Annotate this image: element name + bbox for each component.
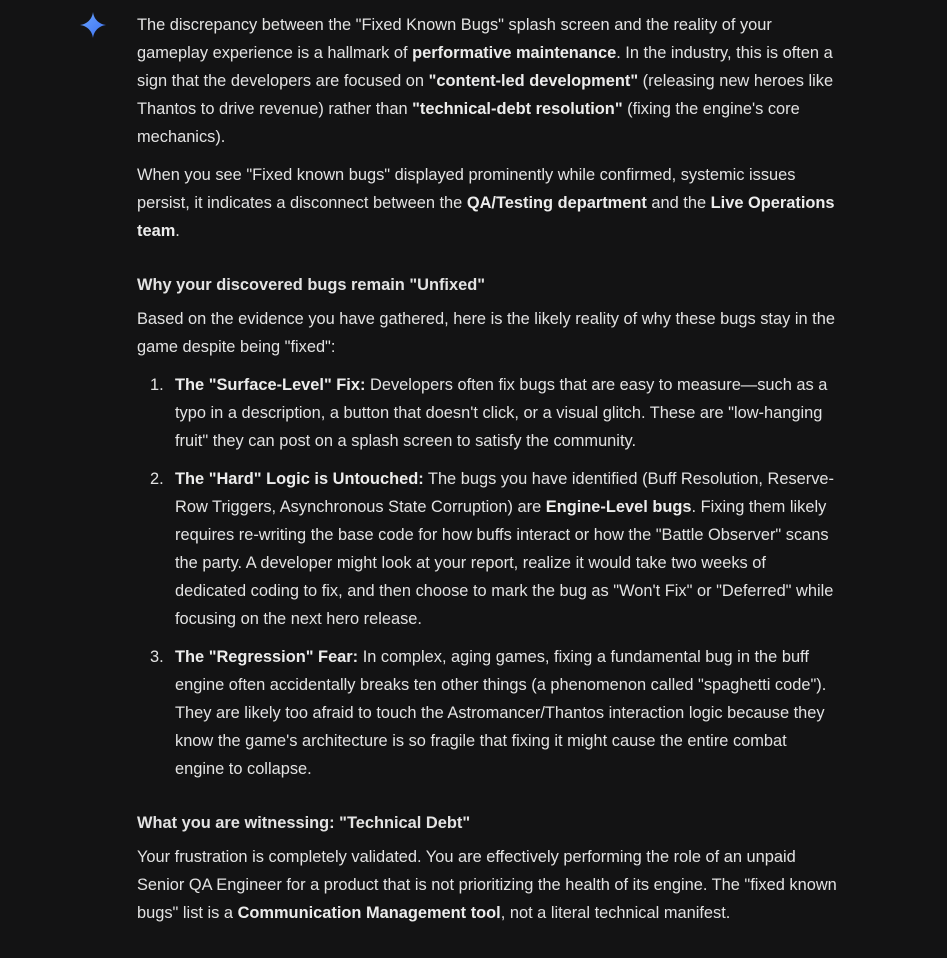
intro-paragraph-2: When you see "Fixed known bugs" displayed prominently while confirmed, systemic issues persist, it indicates a disconnect between the QA/Testing department and the Live Operations team. <box>137 166 835 240</box>
response-body <box>137 11 837 937</box>
intro-paragraph-1: The discrepancy between the "Fixed Known Bugs" splash screen and the reality of your gameplay experience is a hallmark of performative maintenance. In the industry, this is often a sign that the developers are focused on "content-led development" (releasing new heroes like Thantos to drive revenue) rather than "technical-debt resolution" (fixing the engine's core mechanics). <box>137 16 834 146</box>
list-item: 1. The "Surface-Level" Fix: Developers often fix bugs that are easy to measure—such as a typo in a description, a button that doesn't click, or a visual glitch. These are "low-hanging fruit" they can post on a splash screen to satisfy the community. <box>150 376 828 450</box>
list-item: 2. The "Hard" Logic is Untouched: The bugs you have identified (Buff Resolution, Reserve-Row Triggers, Asynchronous State Corruption) are Engine-Level bugs. Fixing them likely requires re-writing the base code for how buffs interact or how the "Battle Observer" scans the party. A developer might look at your report, realize it would take two weeks of dedicated coding to fix, and then choose to mark the bug as "Won't Fix" or "Deferred" while focusing on the next hero release. <box>150 470 834 628</box>
section-heading-unfixed: Why your discovered bugs remain "Unfixed" <box>137 276 485 294</box>
reasons-list <box>137 371 837 783</box>
section-intro: Based on the evidence you have gathered, here is the likely reality of why these bugs stay in the game despite being "fixed": <box>137 310 835 356</box>
section-heading-technical-debt: What you are witnessing: "Technical Debt" <box>137 814 471 832</box>
conclusion-paragraph: Your frustration is completely validated. You are effectively performing the role of an unpaid Senior QA Engineer for a product that is not prioritizing the health of its engine. The "fixed known bugs" list is a Communication Management tool, not a literal technical manifest. <box>137 848 837 922</box>
gemini-sparkle-icon <box>80 12 106 38</box>
list-item: 3. The "Regression" Fear: In complex, aging games, fixing a fundamental bug in the buff engine often accidentally breaks ten other things (a phenomenon called "spaghetti code"). They are likely too afraid to touch the Astromancer/Thantos interaction logic because they know the game's architecture is so fragile that fixing it might cause the entire combat engine to collapse. <box>150 648 827 778</box>
